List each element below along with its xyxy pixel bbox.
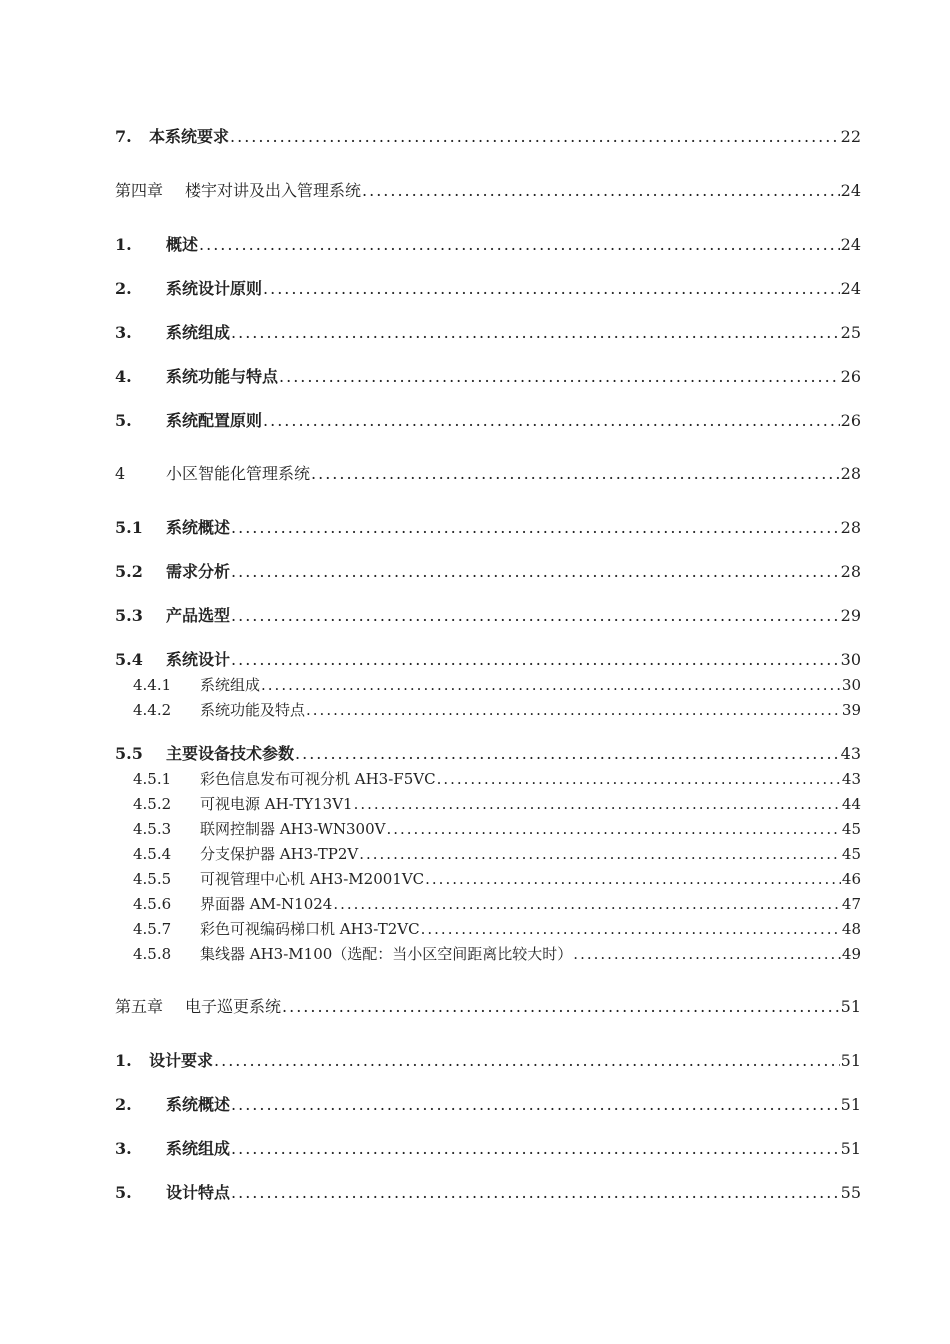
toc-entry[interactable]	[115, 366, 861, 388]
leader-dots	[311, 463, 840, 485]
toc-entry-title: 界面器 AM-N1024	[200, 895, 333, 913]
toc-entry-page: 39	[841, 701, 861, 719]
toc-entry-number: 4.5.5	[133, 870, 172, 888]
toc-entry-title: 系统设计原则	[166, 279, 263, 298]
toc-entry-title: 联网控制器 AH3-WN300V	[200, 820, 386, 838]
leader-dots	[231, 322, 840, 344]
toc-entry-title: 小区智能化管理系统	[166, 464, 311, 483]
toc-entry-number: 4.5.8	[133, 945, 172, 963]
toc-subentry[interactable]	[133, 943, 861, 965]
toc-entry-title: 分支保护器 AH3-TP2V	[200, 845, 359, 863]
toc-entry-page: 25	[840, 323, 861, 342]
toc-entry[interactable]	[115, 996, 861, 1018]
toc-entry-title: 系统设计	[166, 650, 231, 669]
leader-dots	[231, 561, 840, 583]
toc-entry[interactable]	[115, 605, 861, 627]
toc-entry-number: 1.	[115, 1051, 132, 1070]
toc-entry-title: 彩色可视编码梯口机 AH3-T2VC	[200, 920, 420, 938]
toc-entry-number: 4.5.1	[133, 770, 172, 788]
toc-entry-page: 47	[841, 895, 861, 913]
toc-entry-page: 26	[840, 367, 861, 386]
toc-entry-title: 楼宇对讲及出入管理系统	[185, 181, 362, 200]
toc-subentry[interactable]	[133, 793, 861, 815]
toc-entry-page: 30	[840, 650, 861, 669]
leader-dots	[231, 1138, 840, 1160]
toc-entry-title: 系统配置原则	[166, 411, 263, 430]
toc-subentry[interactable]	[133, 843, 861, 865]
toc-entry-page: 29	[840, 606, 861, 625]
toc-entry-number: 第四章	[115, 181, 164, 200]
toc-subentry[interactable]	[133, 868, 861, 890]
toc-entry[interactable]	[115, 278, 861, 300]
toc-entry-page: 28	[840, 562, 861, 581]
toc-entry-number: 5.	[115, 1183, 132, 1202]
toc-subentry[interactable]	[133, 893, 861, 915]
leader-dots	[261, 674, 841, 696]
toc-entry-page: 26	[840, 411, 861, 430]
toc-entry-number: 5.3	[115, 606, 143, 625]
leader-dots	[231, 605, 840, 627]
toc-entry-title: 概述	[166, 235, 199, 254]
leader-dots	[573, 943, 841, 965]
toc-entry-number: 5.2	[115, 562, 143, 581]
toc-subentry[interactable]	[133, 674, 861, 696]
leader-dots	[333, 893, 841, 915]
leader-dots	[295, 743, 840, 765]
toc-entry-page: 24	[840, 181, 861, 200]
toc-subentry[interactable]	[133, 918, 861, 940]
leader-dots	[282, 996, 840, 1018]
toc-entry[interactable]	[115, 180, 861, 202]
leader-dots	[231, 517, 840, 539]
toc-entry-title: 可视电源 AH-TY13V1	[200, 795, 353, 813]
toc-entry-number: 2.	[115, 279, 132, 298]
toc-entry[interactable]	[115, 410, 861, 432]
toc-entry-title: 系统组成	[200, 676, 261, 694]
toc-entry-number: 4	[115, 464, 126, 483]
toc-entry-number: 4.4.2	[133, 701, 172, 719]
toc-entry[interactable]	[115, 126, 861, 148]
toc-entry-page: 51	[840, 1051, 861, 1070]
toc-entry[interactable]	[115, 1138, 861, 1160]
leader-dots	[386, 818, 840, 840]
leader-dots	[263, 278, 840, 300]
toc-entry-page: 48	[841, 920, 861, 938]
toc-entry[interactable]	[115, 1094, 861, 1116]
toc-entry-title: 可视管理中心机 AH3-M2001VC	[200, 870, 425, 888]
toc-entry-number: 4.4.1	[133, 676, 172, 694]
toc-entry-page: 43	[841, 770, 861, 788]
leader-dots	[359, 843, 841, 865]
toc-entry-page: 51	[840, 1095, 861, 1114]
toc-entry-number: 4.	[115, 367, 132, 386]
toc-entry-number: 3.	[115, 1139, 132, 1158]
toc-entry-title: 需求分析	[166, 562, 231, 581]
toc-entry-title: 集线器 AH3-M100（选配：当小区空间距离比较大时）	[200, 945, 573, 963]
toc-entry-number: 7.	[115, 127, 132, 146]
toc-entry[interactable]	[115, 234, 861, 256]
toc-entry-title: 系统功能与特点	[166, 367, 279, 386]
toc-entry-page: 24	[840, 235, 861, 254]
toc-entry-number: 5.1	[115, 518, 143, 537]
leader-dots	[231, 1094, 840, 1116]
toc-entry-page: 22	[840, 127, 861, 146]
toc-entry-number: 5.	[115, 411, 132, 430]
leader-dots	[306, 699, 841, 721]
toc-entry-page: 28	[840, 464, 861, 483]
toc-entry-number: 2.	[115, 1095, 132, 1114]
toc-entry-title: 产品选型	[166, 606, 231, 625]
toc-entry-number: 4.5.3	[133, 820, 172, 838]
leader-dots	[279, 366, 840, 388]
toc-entry[interactable]	[115, 1050, 861, 1072]
toc-entry-page: 24	[840, 279, 861, 298]
toc-entry-title: 系统概述	[166, 1095, 231, 1114]
leader-dots	[425, 868, 841, 890]
toc-entry-page: 55	[840, 1183, 861, 1202]
toc-entry-title: 本系统要求	[149, 127, 230, 146]
toc-entry-title: 电子巡更系统	[185, 997, 282, 1016]
toc-entry-number: 4.5.6	[133, 895, 172, 913]
leader-dots	[362, 180, 840, 202]
toc-entry-title: 系统概述	[166, 518, 231, 537]
toc-entry[interactable]	[115, 463, 861, 485]
toc-entry-page: 28	[840, 518, 861, 537]
leader-dots	[437, 768, 841, 790]
leader-dots	[199, 234, 840, 256]
toc-entry-number: 1.	[115, 235, 132, 254]
leader-dots	[354, 793, 841, 815]
toc-entry-number: 5.4	[115, 650, 143, 669]
toc-entry-number: 第五章	[115, 997, 164, 1016]
leader-dots	[231, 1182, 840, 1204]
toc-entry-title: 设计要求	[149, 1051, 214, 1070]
toc-entry-page: 46	[841, 870, 861, 888]
toc-subentry[interactable]	[133, 818, 861, 840]
toc-entry[interactable]	[115, 517, 861, 539]
toc-entry-number: 4.5.2	[133, 795, 172, 813]
toc-entry-title: 彩色信息发布可视分机 AH3-F5VC	[200, 770, 436, 788]
toc-entry-number: 3.	[115, 323, 132, 342]
toc-entry-page: 43	[840, 744, 861, 763]
toc-entry-number: 5.5	[115, 744, 143, 763]
toc-entry-page: 30	[841, 676, 861, 694]
toc-entry-number: 4.5.4	[133, 845, 172, 863]
toc-subentry[interactable]	[133, 699, 861, 721]
toc-entry-title: 系统组成	[166, 1139, 231, 1158]
toc-entry-number: 4.5.7	[133, 920, 172, 938]
toc-entry-page: 51	[840, 1139, 861, 1158]
toc-entry-page: 45	[841, 820, 861, 838]
toc-entry-title: 设计特点	[166, 1183, 231, 1202]
toc-entry-page: 45	[841, 845, 861, 863]
leader-dots	[231, 649, 840, 671]
toc-entry-title: 主要设备技术参数	[166, 744, 295, 763]
toc-entry[interactable]	[115, 649, 861, 671]
toc-entry[interactable]	[115, 1182, 861, 1204]
leader-dots	[214, 1050, 840, 1072]
leader-dots	[230, 126, 840, 148]
toc-entry-title: 系统功能及特点	[200, 701, 306, 719]
toc-entry-page: 49	[841, 945, 861, 963]
toc-entry-page: 44	[841, 795, 861, 813]
leader-dots	[263, 410, 840, 432]
leader-dots	[421, 918, 841, 940]
toc-entry[interactable]	[115, 743, 861, 765]
toc-entry-page: 51	[840, 997, 861, 1016]
toc-entry[interactable]	[115, 561, 861, 583]
toc-entry-title: 系统组成	[166, 323, 231, 342]
toc-entry[interactable]	[115, 322, 861, 344]
toc-subentry[interactable]	[133, 768, 861, 790]
